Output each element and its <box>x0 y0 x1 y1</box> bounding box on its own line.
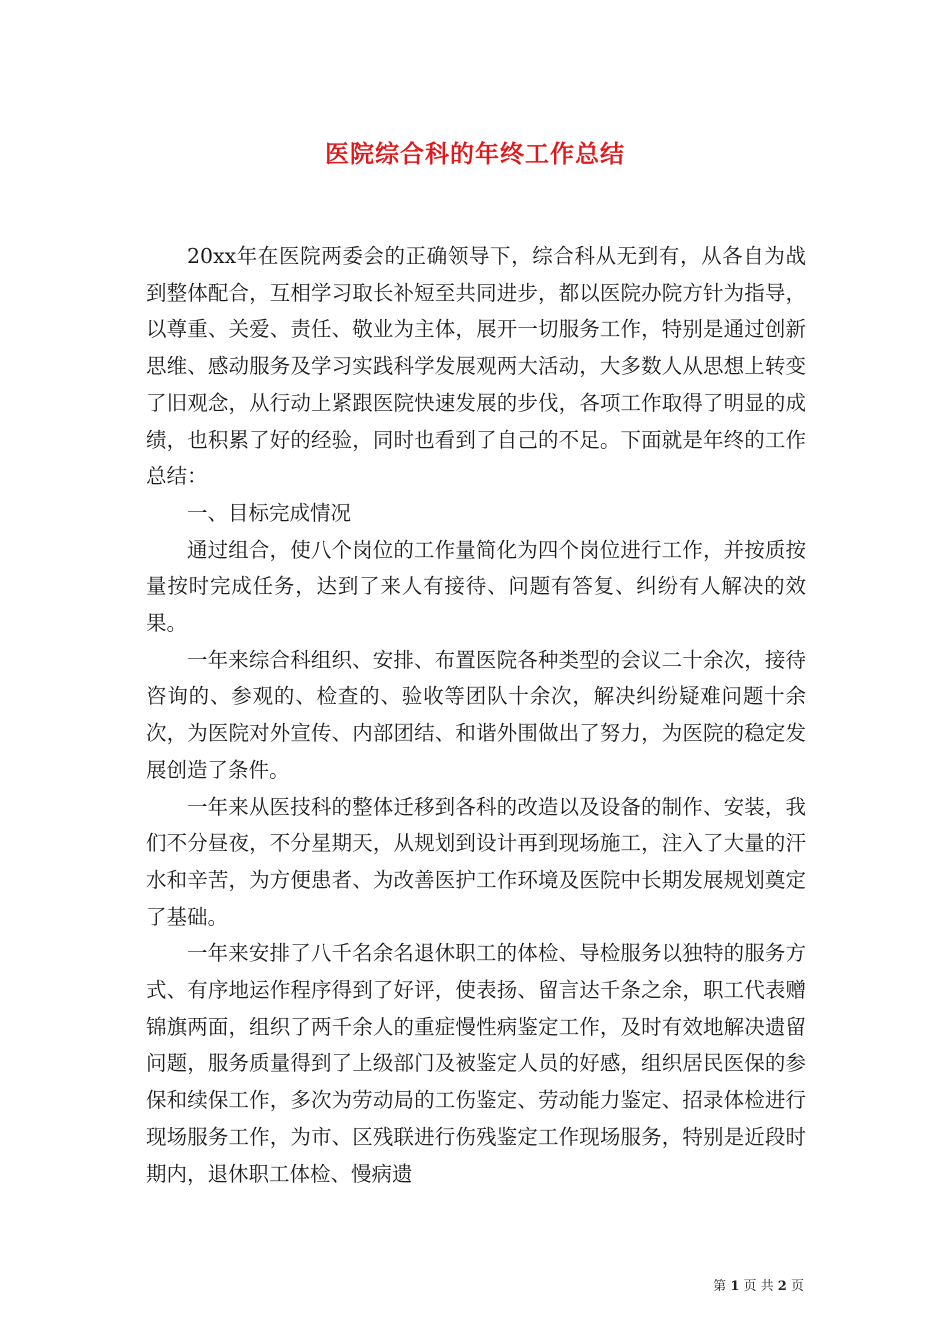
footer-suffix: 页 <box>790 1279 804 1294</box>
document-body <box>146 238 806 1192</box>
section-heading-goals: 一、目标完成情况 <box>187 500 351 525</box>
footer-prefix: 第 <box>713 1279 727 1294</box>
footer-middle: 页 共 <box>743 1279 774 1294</box>
paragraph-goals-3: 一年来从医技科的整体迁移到各科的改造以及设备的制作、安装，我们不分昼夜，不分星期天，从规划到设计再到现场施工，注入了大量的汗水和辛苦，为方便患者、为改善医护工作环境及医院中长期发展规划奠定了基础。 <box>146 794 806 929</box>
paragraph-goals-4: 一年来安排了八千名余名退休职工的体检、导检服务以独特的服务方式、有序地运作程序得到了好评，使表扬、留言达千条之余，职工代表赠锦旗两面，组织了两千余人的重症慢性病鉴定工作，及时有效地解决遗留问题，服务质量得到了上级部门及被鉴定人员的好感，组织居民医保的参保和续保工作，多次为劳动局的工伤鉴定、劳动能力鉴定、招录体检进行现场服务工作，为市、区残联进行伤残鉴定工作现场服务，特别是近段时期内，退休职工体检、慢病遗 <box>146 941 806 1186</box>
footer-current-page: 1 <box>730 1279 740 1294</box>
page-number-footer <box>713 1275 804 1294</box>
document-title: 医院综合科的年终工作总结 <box>325 140 625 168</box>
paragraph-goals-2: 一年来综合科组织、安排、布置医院各种类型的会议二十余次，接待咨询的、参观的、检查的、验收等团队十余次，解决纠纷疑难问题十余次，为医院对外宣传、内部团结、和谐外围做出了努力，为医院的稳定发展创造了条件。 <box>146 647 806 782</box>
paragraph-intro: 20xx年在医院两委会的正确领导下，综合科从无到有，从各自为战到整体配合，互相学习取长补短至共同进步，都以医院办院方针为指导，以尊重、关爱、责任、敬业为主体，展开一切服务工作，特别是通过创新思维、感动服务及学习实践科学发展观两大活动，大多数人从思想上转变了旧观念，从行动上紧跟医院快速发展的步伐，各项工作取得了明显的成绩，也积累了好的经验，同时也看到了自己的不足。下面就是年终的工作总结： <box>146 244 806 489</box>
paragraph-goals-1: 通过组合，使八个岗位的工作量简化为四个岗位进行工作，并按质按量按时完成任务，达到了来人有接待、问题有答复、纠纷有人解决的效果。 <box>146 537 806 636</box>
footer-total-pages: 2 <box>777 1279 787 1294</box>
